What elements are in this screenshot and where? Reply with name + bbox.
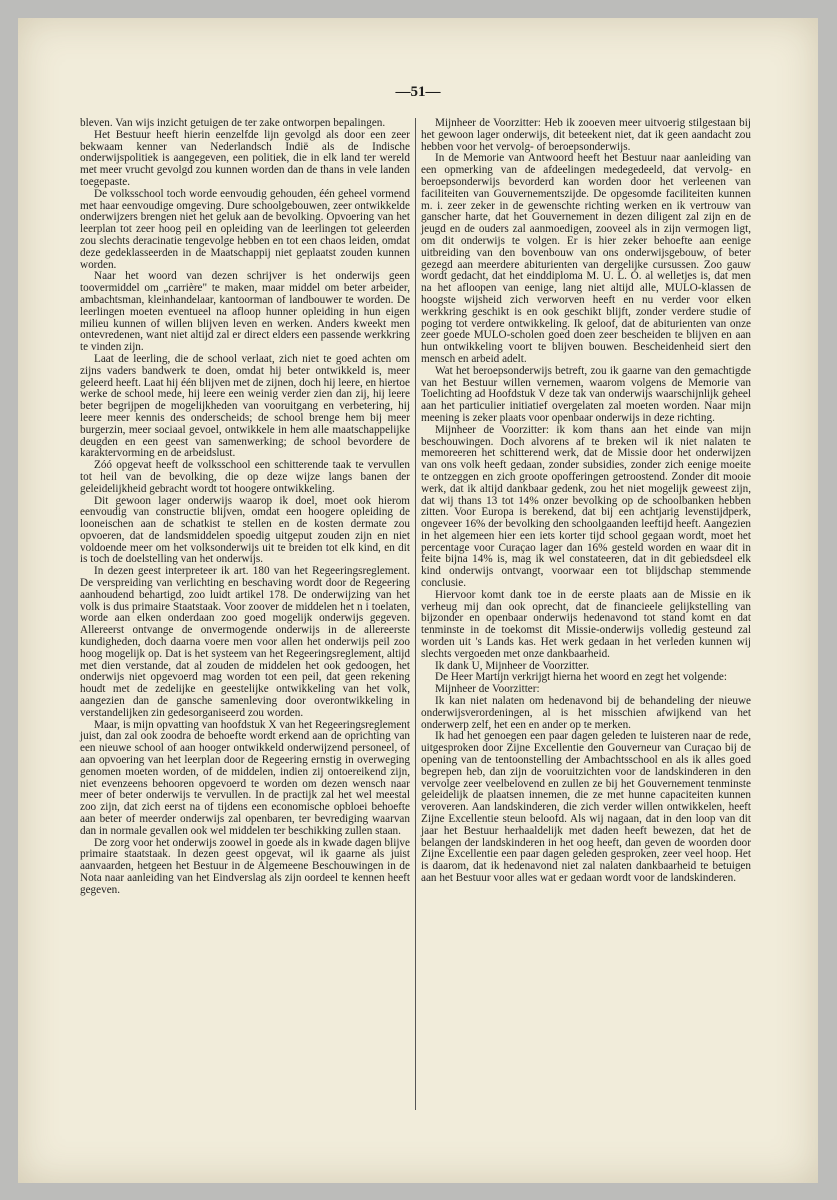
page-number: —51— bbox=[395, 84, 441, 100]
paragraph: Maar, is mijn opvatting van hoofdstuk X van het Regeeringsreglement juist, dan zal ook zoodra de behoefte wordt erkend aan de oprichting van een nieuwe school of aan hooger ontwikkeld onderwijzend personeel, of aan opvoering van het leerplan door de Regeering ernstig in overweging genomen moeten worden, of de middelen, indien zij ontoereikend zijn, niet evenzeens behooren opgevoerd te worden om dezen wensch naar meer of beter onderwijs te vervullen. In de practijk zal het wel meestal zoo zijn, dat zich eerst na of tijdens een economische opbloei behoefte aan beter of meerder onderwijs zal openbaren, ter bevrediging waarvan dan in normale gevallen ook wel middelen ter beschikking zullen staan. bbox=[80, 718, 410, 837]
paragraph: De Heer Martijn verkrijgt hierna het woord en zegt het volgende: bbox=[435, 671, 728, 684]
document-page bbox=[18, 18, 818, 1183]
paragraph: Mijnheer de Voorzitter: bbox=[435, 683, 540, 696]
paragraph: In de Memorie van Antwoord heeft het Bestuur naar aanleiding van een opmerking van de afdeelingen medegedeeld, dat vervolg- en beroepsonderwijs bevorderd kan worden door het verleenen van faciliteiten van Gouvernementszijde. De opgesomde faciliteiten kunnen m. i. zeer zeker in de gewenschte richting werken en ik vertrouw van ganscher harte, dat het Gouvernement in dezen diligent zal zijn en de jeugd en de ouders zal aanmoedigen, zooveel als in zijn vermogen ligt, om dit onderwijs te volgen. Er is hier zeker behoefte aan eenige uitbreiding van den bovenbouw van ons onderwijsgebouw, of beter gezegd aan meerdere abiturienten van dergelijke cursussen. Zoo gauw wordt gedacht, dat het einddiploma M. U. L. O. al welletjes is, dat men na het afloopen van eenige, lang niet altijd alle, MULO-klassen de hoogste wijsheid zich verworven heeft en nu verder voor elken werkkring geschikt is en ook geschikt blijft, zonder verdere studie of poging tot verdere ontwikkeling. Ik geloof, dat de abiturienten van onze zeer goede MULO-scholen goed doen zeer bescheiden te blijven en aan hun ontwikkeling voort te blijven bouwen. Bescheidenheid siert den mensch en arbeid adelt. bbox=[421, 152, 751, 365]
paragraph: Ik kan niet nalaten om hedenavond bij de behandeling der nieuwe onderwijsverordeningen, al is het misschien afwijkend van het onderwerp zelf, het een en ander op te merken. bbox=[421, 695, 751, 731]
paragraph: Dit gewoon lager onderwijs waarop ik doel, moet ook hierom eenvoudig van constructie blijven, omdat een hoogere opleiding de looneischen aan de schatkist te stellen en de kosten dermate zou opvoeren, dat de landsmiddelen spoedig uitgeput zouden zijn en niet voldoende meer om het volksonderwijs uit te breiden tot elk kind, en dit is toch de doelstelling van het onderwijs. bbox=[80, 494, 410, 566]
paragraph: Het Bestuur heeft hierin eenzelfde lijn gevolgd als door een zeer bekwaam kenner van Nederlandsch Indië als de Indische onderwijspolitiek is aangegeven, een politiek, die in elk land ter wereld met meer vrucht gevolgd zou kunnen worden dan de thans in vele landen toegepaste. bbox=[80, 128, 410, 188]
paragraph: Hiervoor komt dank toe in de eerste plaats aan de Missie en ik verheug mij dan ook oprecht, dat de financieele gelijkstelling van bijzonder en openbaar onderwijs hedenavond tot stand komt en dat tenminste in de toekomst dit Missie-onderwijs volledig gesteund zal worden uit 's Lands kas. Het werk gedaan in het verleden kunnen wij slechts vergoeden met onze dankbaarheid. bbox=[421, 588, 751, 660]
paragraph: Laat de leerling, die de school verlaat, zich niet te goed achten om zijns vaders bandwerk te doen, omdat hij beter ontwikkeld is, meer geleerd heeft. Laat hij één blijven met de zijnen, doch hij leere, en hiertoe werke de school mede, hij leere een weinig verder zien dan zij, hij leere beter begrijpen de mogelijkheden van vooruitgang en verbetering, hij leere meer kennis des onderscheids; de school brenge hem bij meer burgerzin, meer sociaal gevoel, ontwikkele in hem alle maatschappelijke deugden en een geest van samenwerking; de school bevordere de karaktervorming en de arbeidslust. bbox=[80, 352, 410, 460]
paragraph: De zorg voor het onderwijs zoowel in goede als in kwade dagen blijve primaire staatstaak. In dezen geest opgevat, wil ik gaarne als juist aanvaarden, hetgeen het Bestuur in de Algemeene Beschouwingen in de Nota naar aanleiding van het Eindverslag als zijn oordeel te kennen heeft gegeven. bbox=[80, 836, 410, 896]
paragraph: Ik had het genoegen een paar dagen geleden te luisteren naar de rede, uitgesproken door Zijne Excellentie den Gouverneur van Curaçao bij de opening van de tentoonstelling der Ambachtsschool en als ik alles goed begrepen heb, dan zijn de vooruitzichten voor de landskinderen in den vervolge zeer veelbelovend en zullen ze bij het Gouvernement tenminste geleidelijk de plaatsen innemen, die ze met hunne capaciteiten kunnen veroveren. Aan landskinderen, die zich verder willen ontwikkelen, heeft Zijne Excellentie steun beloofd. Als wij nagaan, dat in den loop van dit jaar het Bestuur herhaaldelijk met daden heeft bewezen, dat het de belangen der landskinderen in het oog heeft, dan geven de woorden door Zijne Excellentie een paar dagen geleden gesproken, zeer veel hoop. Het is daarom, dat ik hedenavond niet zal nalaten dankbaarheid te betuigen aan het Bestuur voor alles wat er gedaan wordt voor de landskinderen. bbox=[421, 730, 751, 884]
paragraph: Ik dank U, Mijnheer de Voorzitter. bbox=[435, 659, 590, 672]
right-text-column bbox=[421, 118, 751, 885]
paragraph: Zóó opgevat heeft de volksschool een schitterende taak te vervullen tot heil van de bevolking, die op deze wijze langs banen der geleidelijkheid gebracht wordt tot hoogere ontwikkeling. bbox=[80, 459, 410, 495]
paragraph: Naar het woord van dezen schrijver is het onderwijs geen toovermiddel om „carrière" te maken, maar middel om beter arbeider, ambachtsman, kleinhandelaar, kantoorman of landbouwer te worden. De leerlingen moeten eventueel na afloop hunner opleiding in hun eigen milieu kunnen of willen blijven leven en werken. Anders kweekt men ontevredenen, want niet altijd zal er direct elders een passende werkkring te vinden zijn. bbox=[80, 270, 410, 354]
paragraph: Mijnheer de Voorzitter: Heb ik zooeven meer uitvoerig stilgestaan bij het gewoon lager onderwijs, dit beteekent niet, dat ik geen aandacht zou hebben voor het vervolg- of beroepsonderwijs. bbox=[421, 117, 751, 153]
paragraph: In dezen geest interpreteer ik art. 180 van het Regeeringsreglement. De verspreiding van verlichting en beschaving wordt door de Regeering aanhoudend behartigd, zoo luidt artikel 178. De onderwijzing van het volk is dus primaire Staatstaak. Voor zoover de middelen het n i toelaten, worde aan elken onderdaan zoo goed mogelijk onderwijs gegeven. Allereerst ontvange de onvermogende onderwijs in de allereerste kundigheden, doch daarna voere men voor allen het onderwijs peil zoo hoog mogelijk op. Dat is het systeem van het Regeeringsreglement, altijd met dien verstande, dat al zouden de middelen het ook gedoogen, het onderwijs niet opgevoerd mag worden tot een peil, dat geen rekening houdt met de zedelijke en geestelijke ontwikkeling van het volk, aangezien dan de gansche samenleving door overontwikkeling in verstandelijken zin gedesorganiseerd zou worden. bbox=[80, 565, 410, 719]
column-divider bbox=[415, 118, 416, 1110]
paragraph: De volksschool toch worde eenvoudig gehouden, één geheel vormend met haar eenvoudige omgeving. Dure schoolgebouwen, zeer ontwikkelde onderwijzers brengen niet het geluk aan de bevolking. Opvoering van het leerplan tot zeer hoog peil en opleiding van de leerlingen tot geleerden zou slechts deracinatie tengevolge hebben en tot een chaos leiden, omdat deze gedeklasseerden in de Maatschappij niet geplaatst zouden kunnen worden. bbox=[80, 187, 410, 271]
left-text-column bbox=[80, 118, 410, 897]
paragraph: Mijnheer de Voorzitter: ik kom thans aan het einde van mijn beschouwingen. Doch alvorens af te breken wil ik niet nalaten te memoreeren het schitterend werk, dat de Missie door het onderwijzen van ons volk heeft gedaan, zonder subsidies, zonder zich eenige moeite te ontzeggen en zich groote opofferingen getroostend. Zonder dit mooie werk, dat ik altijd dankbaar gedenk, zou het niet mogelijk geweest zijn, dat wij thans 13 tot 14% onzer bevolking op de schoolbanken hebben zitten. Voor Europa is berekend, dat bij een achtjarig levenstijdperk, ongeveer 16% der bevolking den schoolgaanden leeftijd heeft. Aangezien in het algemeen hier een iets korter tijd school gegaan wordt, moet het percentage voor Curaçao lager dan 16% gesteld worden en waar dit in feite bijna 14% is, mag ik wel constateeren, dat in dit gebiedsdeel elk kind onderwijs ontvangt, voorwaar een tot blijdschap stemmende conclusie. bbox=[421, 423, 751, 590]
paragraph: bleven. Van wijs inzicht getuigen de ter zake ontworpen bepalingen. bbox=[80, 117, 386, 129]
paragraph: Wat het beroepsonderwijs betreft, zou ik gaarne van den gemachtigde van het Bestuur willen vernemen, waarom volgens de Memorie van Toelichting ad Hoofdstuk V deze tak van onderwijs waarschijnlijk geheel aan het particulier initiatief overgelaten zal moeten worden. Naar mijn meening is zeker plaats voor openbaar onderwijs in deze richting. bbox=[421, 364, 751, 424]
